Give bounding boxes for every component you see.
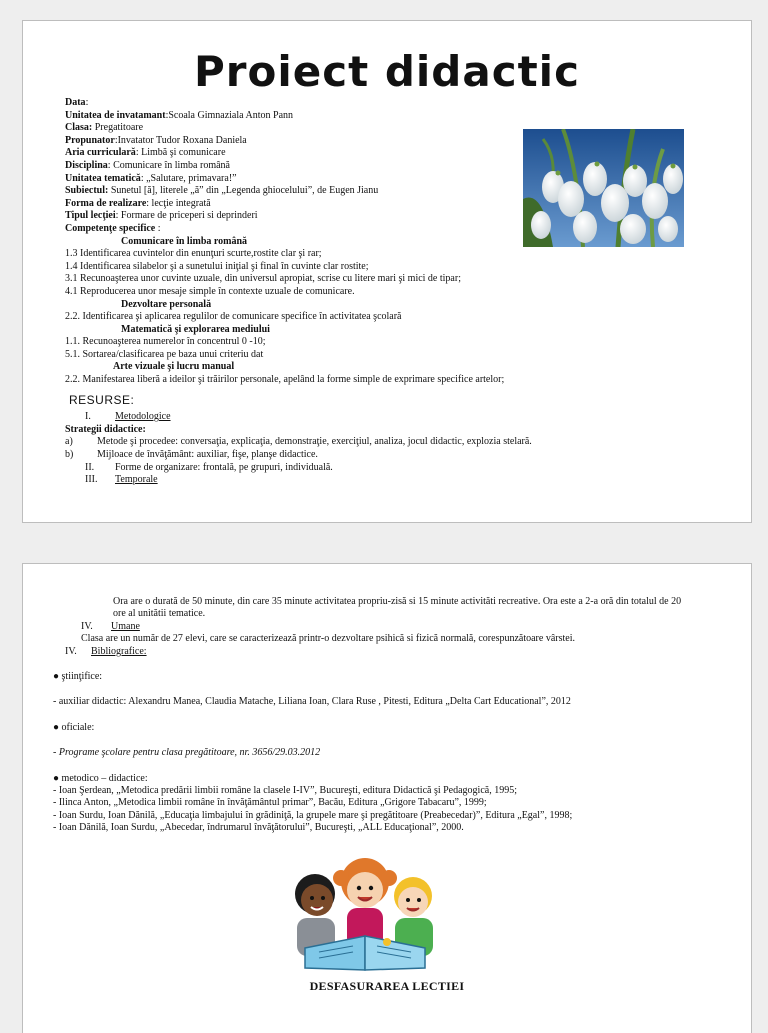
clasa-text: Clasa are un număr de 27 elevi, care se caracterizează printr-o dezvoltare psihică si fizică normală, corespunzătoare vârstei.: [81, 633, 575, 645]
competente-heading: Comunicare în limba română: [121, 235, 248, 247]
field-forma: Forma de realizare: lecţie integrată: [65, 197, 211, 209]
strategii-item: b) Mijloace de învăţământ: auxiliar, fişe, planşe didactice.: [65, 449, 318, 461]
auxiliar-reference: - auxiliar didactic: Alexandru Manea, Claudia Matache, Liliana Ioan, Clara Ruse , Pitesti, Editura „Delta Cart Educational”, 2012: [53, 696, 571, 708]
document-page-1: [22, 20, 752, 523]
field-clasa: Clasa: Pregatitoare: [65, 122, 144, 134]
project-details: [65, 97, 740, 487]
field-subiectul: Subiectul: Sunetul [ă], literele „ă” din „Legenda ghiocelului”, de Eugen Jianu: [65, 185, 379, 197]
page2-content: [53, 596, 751, 835]
competenta-item: 1.4 Identificarea silabelor şi a sunetului iniţial şi final în cuvinte clar rostite;: [65, 260, 369, 272]
field-aria: Aria curriculară: Limbă şi comunicare: [65, 147, 226, 159]
bibliografice-item: IV. Bibliografice:: [65, 645, 147, 657]
durata-text: Ora are o durată de 50 minute, din care 35 minute activitatea propriu-zisă si 15 minute activităti recreative. Ora este a 2-a oră din totalul de 20: [113, 596, 682, 607]
metodico-reference: - Ioan Şerdean, „Metodica predării limbii române la clasele I-IV”, Bucureşti, editura Didactică şi Pedagogică, 1995;: [53, 785, 517, 797]
metodico-reference: - Ioan Surdu, Ioan Dănilă, „Educaţia limbajului în grădiniţă, la grupele mare şi pregătitoare (Preabecedar)”, Editura „Egal”, 1998;: [53, 809, 573, 821]
durata-text: ore al unitătii tematice.: [113, 608, 206, 620]
umane-item: IV. Umane: [81, 620, 140, 632]
resurse-item-forme: II. Forme de organizare: frontală, pe grupuri, individuală.: [85, 461, 333, 473]
oficiale-bullet: ● oficiale:: [53, 721, 95, 733]
field-unitatea: Unitatea de invatamant:Scoala Gimnaziala Anton Pann: [65, 109, 294, 121]
children-reading-illustration: [275, 856, 455, 974]
field-disciplina: Disciplina: Comunicare în limba română: [65, 159, 230, 171]
desfasurarea-heading: DESFASURAREA LECTIEI: [309, 979, 465, 993]
competenta-item: 4.1 Reproducerea unor mesaje simple în contexte uzuale de comunicare.: [65, 285, 355, 297]
competente-heading: Arte vizuale şi lucru manual: [113, 361, 235, 373]
competenta-item: 3.1 Recunoaşterea unor cuvinte uzuale, din universul apropiat, scrise cu litere mari şi mici de tipar;: [65, 273, 461, 285]
field-unitatea-tematica: Unitatea tematică: „Salutare, primavara!”: [65, 172, 237, 184]
competente-heading: Dezvoltare personală: [121, 298, 212, 310]
resurse-list: [65, 411, 740, 487]
metodico-bullet: ● metodico – didactice:: [53, 772, 148, 784]
metodico-reference: - Ioan Dănilă, Ioan Surdu, „Abecedar, îndrumarul învăţătorului”, Bucureşti, „ALL Educaţional”, 2000.: [53, 822, 464, 834]
field-data: Data:: [65, 97, 89, 108]
competenta-item: 5.1. Sortarea/clasificarea pe baza unui criteriu dat: [65, 348, 264, 360]
page-title: Proiect didactic: [194, 47, 580, 96]
field-propunator: Propunator:Invatator Tudor Roxana Daniela: [65, 134, 247, 146]
strategii-heading: Strategii didactice :: [65, 423, 146, 435]
competenta-item: 2.2. Identificarea şi aplicarea regulilor de comunicare specifice în activitatea şcolară: [65, 311, 402, 323]
competente-heading: Matematică şi explorarea mediului: [121, 323, 270, 335]
document-page-2: [22, 563, 752, 1033]
strategii-item: a) Metode şi procedee: conversaţia, explicaţia, demonstraţie, exerciţiul, analiza, jocul didactic, explozia stelară.: [65, 436, 532, 448]
programe-reference: - Programe şcolare pentru clasa pregătitoare, nr. 3656/29.03.2012: [53, 747, 321, 759]
stiintifice-bullet: ● ştiinţifice:: [53, 671, 103, 683]
resurse-heading: RESURSE:: [69, 392, 135, 407]
competenta-item: 1.1. Recunoaşterea numerelor în concentrul 0 -10;: [65, 336, 266, 348]
competenta-item: 1.3 Identificarea cuvintelor din enunţuri scurte,rostite clar şi rar;: [65, 248, 322, 260]
resurse-item-metodologice: I. Metodologice: [85, 411, 171, 423]
field-competente: Competenţe specifice :: [65, 222, 161, 234]
resurse-item-temporale: III. Temporale: [85, 474, 158, 486]
field-tipul: Tipul lecţiei: Formare de priceperi si deprinderi: [65, 210, 258, 222]
metodico-reference: - Ilinca Anton, „Metodica limbii române în învăţământul primar”, Bacău, Editura „Grigore Tabacaru”, 1999;: [53, 797, 487, 809]
competenta-item: 2.2. Manifestarea liberă a ideilor şi trăirilor personale, apelând la forme simple de exprimare specifice artelor;: [65, 374, 505, 386]
